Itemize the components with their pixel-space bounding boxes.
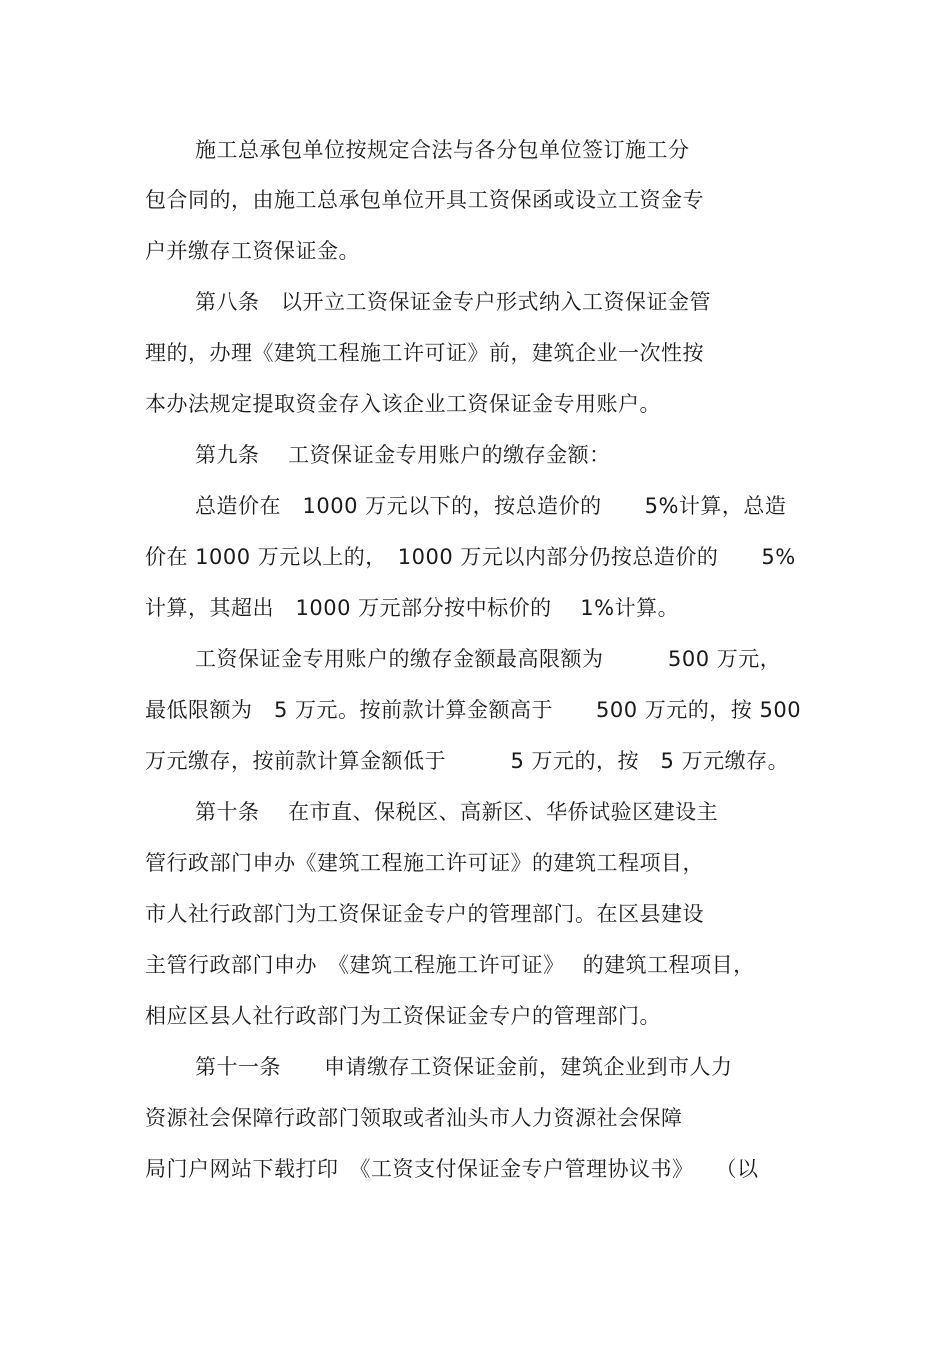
- text-line-5: 理的，办理《建筑工程施工许可证》前，建筑企业一次性按: [145, 341, 704, 365]
- text-line-11: 工资保证金专用账户的缴存金额最高限额为 500 万元，: [195, 647, 782, 671]
- text-line-9: 价在 1000 万元以上的， 1000 万元以内部分仍按总造价的 5%: [145, 545, 796, 569]
- text-line-18: 相应区县人社行政部门为工资保证金专户的管理部门。: [145, 1004, 661, 1028]
- text-line-21: 局门户网站下载打印 《工资支付保证金专户管理协议书》 （以: [145, 1157, 759, 1181]
- text-line-20: 资源社会保障行政部门领取或者汕头市人力资源社会保障: [145, 1106, 683, 1130]
- text-line-7: 第九条 工资保证金专用账户的缴存金额：: [195, 443, 611, 467]
- text-line-16: 市人社行政部门为工资保证金专户的管理部门。在区县建设: [145, 902, 704, 926]
- text-line-17: 主管行政部门申办 《建筑工程施工许可证》 的建筑工程项目，: [145, 953, 755, 977]
- text-line-14: 第十条 在市直、保税区、高新区、华侨试验区建设主: [195, 800, 719, 824]
- text-line-6: 本办法规定提取资金存入该企业工资保证金专用账户。: [145, 392, 661, 416]
- text-line-8: 总造价在 1000 万元以下的，按总造价的 5%计算，总造: [195, 494, 787, 518]
- text-line-12: 最低限额为 5 万元。按前款计算金额高于 500 万元的，按 500: [145, 698, 802, 722]
- text-line-19: 第十一条 申请缴存工资保证金前，建筑企业到市人力: [195, 1055, 733, 1079]
- text-line-4: 第八条 以开立工资保证金专户形式纳入工资保证金管: [195, 290, 711, 314]
- text-line-10: 计算，其超出 1000 万元部分按中标价的 1%计算。: [145, 596, 680, 620]
- text-line-3: 户并缴存工资保证金。: [145, 239, 360, 263]
- text-line-15: 管行政部门申办《建筑工程施工许可证》的建筑工程项目，: [145, 851, 704, 875]
- text-line-1: 施工总承包单位按规定合法与各分包单位签订施工分: [195, 138, 690, 162]
- text-line-13: 万元缴存，按前款计算金额低于 5 万元的，按 5 万元缴存。: [145, 749, 790, 773]
- text-line-2: 包合同的，由施工总承包单位开具工资保函或设立工资金专: [145, 188, 704, 212]
